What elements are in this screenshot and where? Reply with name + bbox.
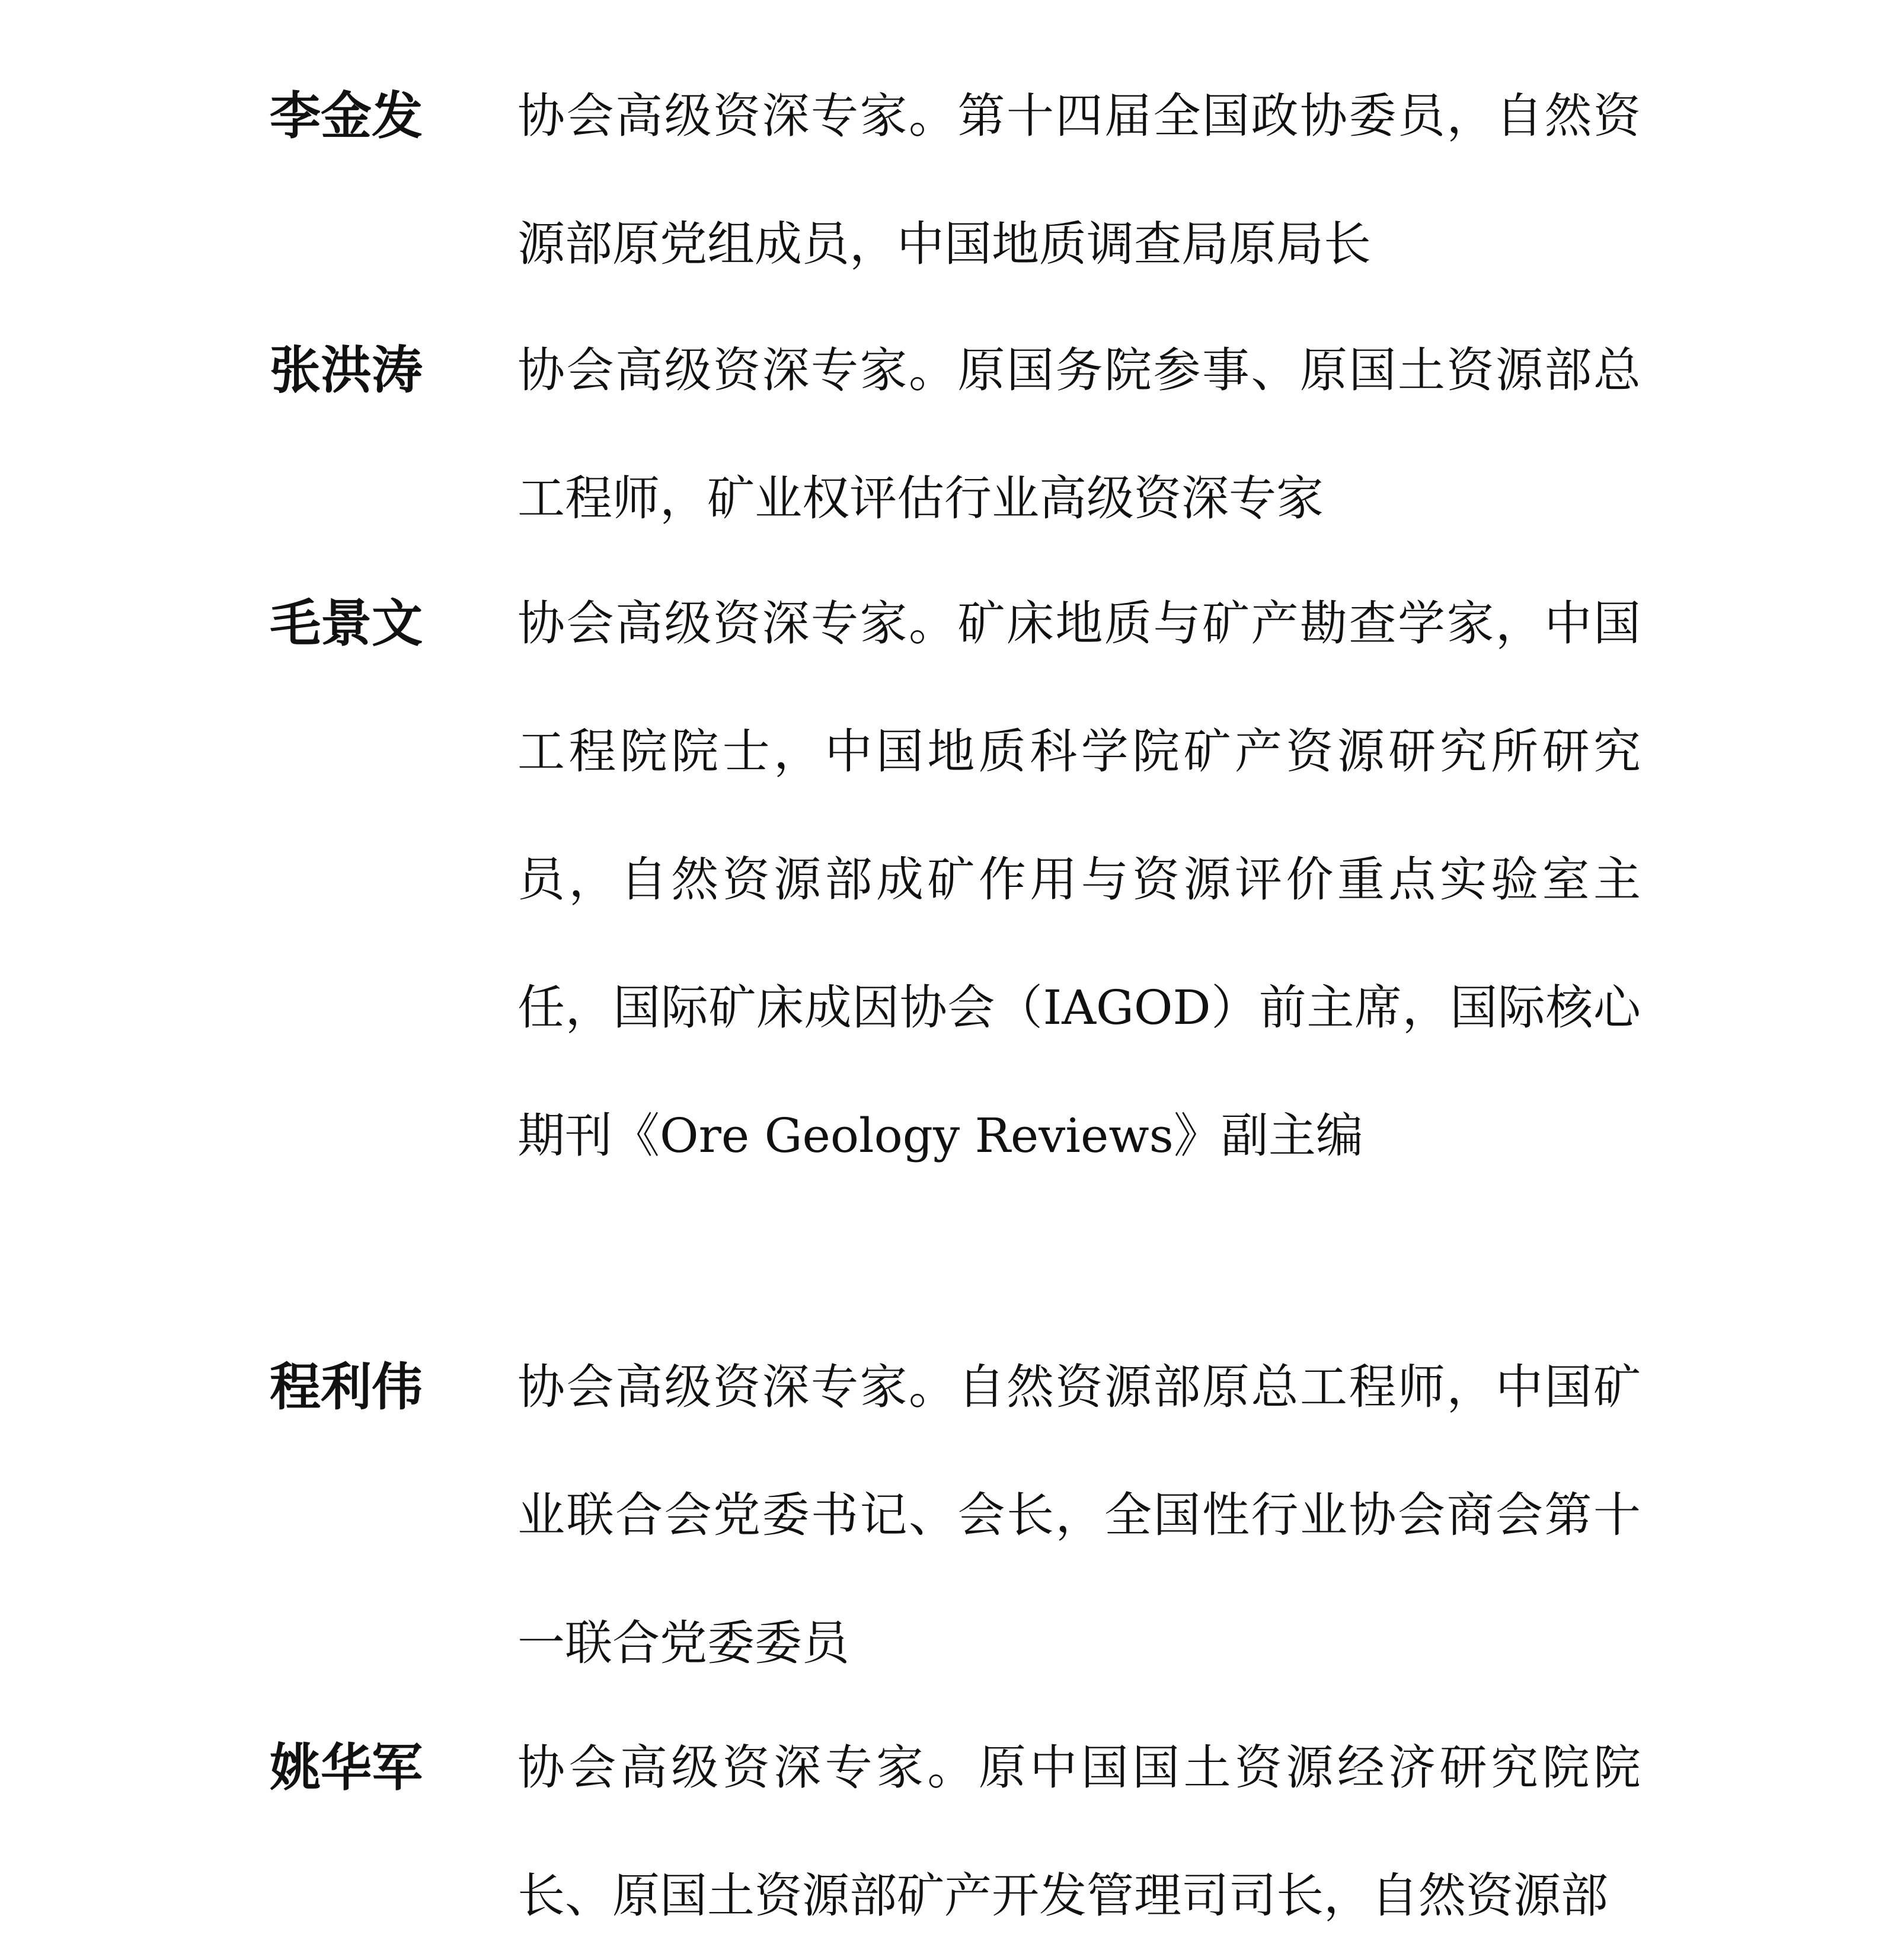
expert-name: 姚华军 (270, 1738, 423, 1798)
expert-name: 张洪涛 (270, 341, 423, 400)
expert-name: 李金发 (270, 87, 423, 146)
expert-description: 协会高级资深专家。原中国国土资源经济研究院院长、原国土资源部矿产开发管理司司长，自然资源部 (517, 1740, 1641, 1923)
expert-description: 协会高级资深专家。原国务院参事、原国土资源部总工程师，矿业权评估行业高级资深专家 (517, 343, 1641, 526)
expert-description: 协会高级资深专家。自然资源部原总工程师，中国矿业联合会党委书记、会长，全国性行业协会商会第十一联合党委委员 (517, 1359, 1641, 1671)
expert-description: 协会高级资深专家。矿床地质与矿产勘查学家，中国工程院院士，中国地质科学院矿产资源研究所研究员，自然资源部成矿作用与资源评价重点实验室主任，国际矿床成因协会（IAGOD）前主席，国际核心期刊《Ore Geology Reviews》副主编 (517, 596, 1641, 1163)
expert-name: 毛景文 (270, 594, 423, 653)
expert-name: 程利伟 (270, 1358, 423, 1417)
expert-description: 协会高级资深专家。第十四届全国政协委员，自然资源部原党组成员，中国地质调查局原局长 (517, 88, 1641, 272)
